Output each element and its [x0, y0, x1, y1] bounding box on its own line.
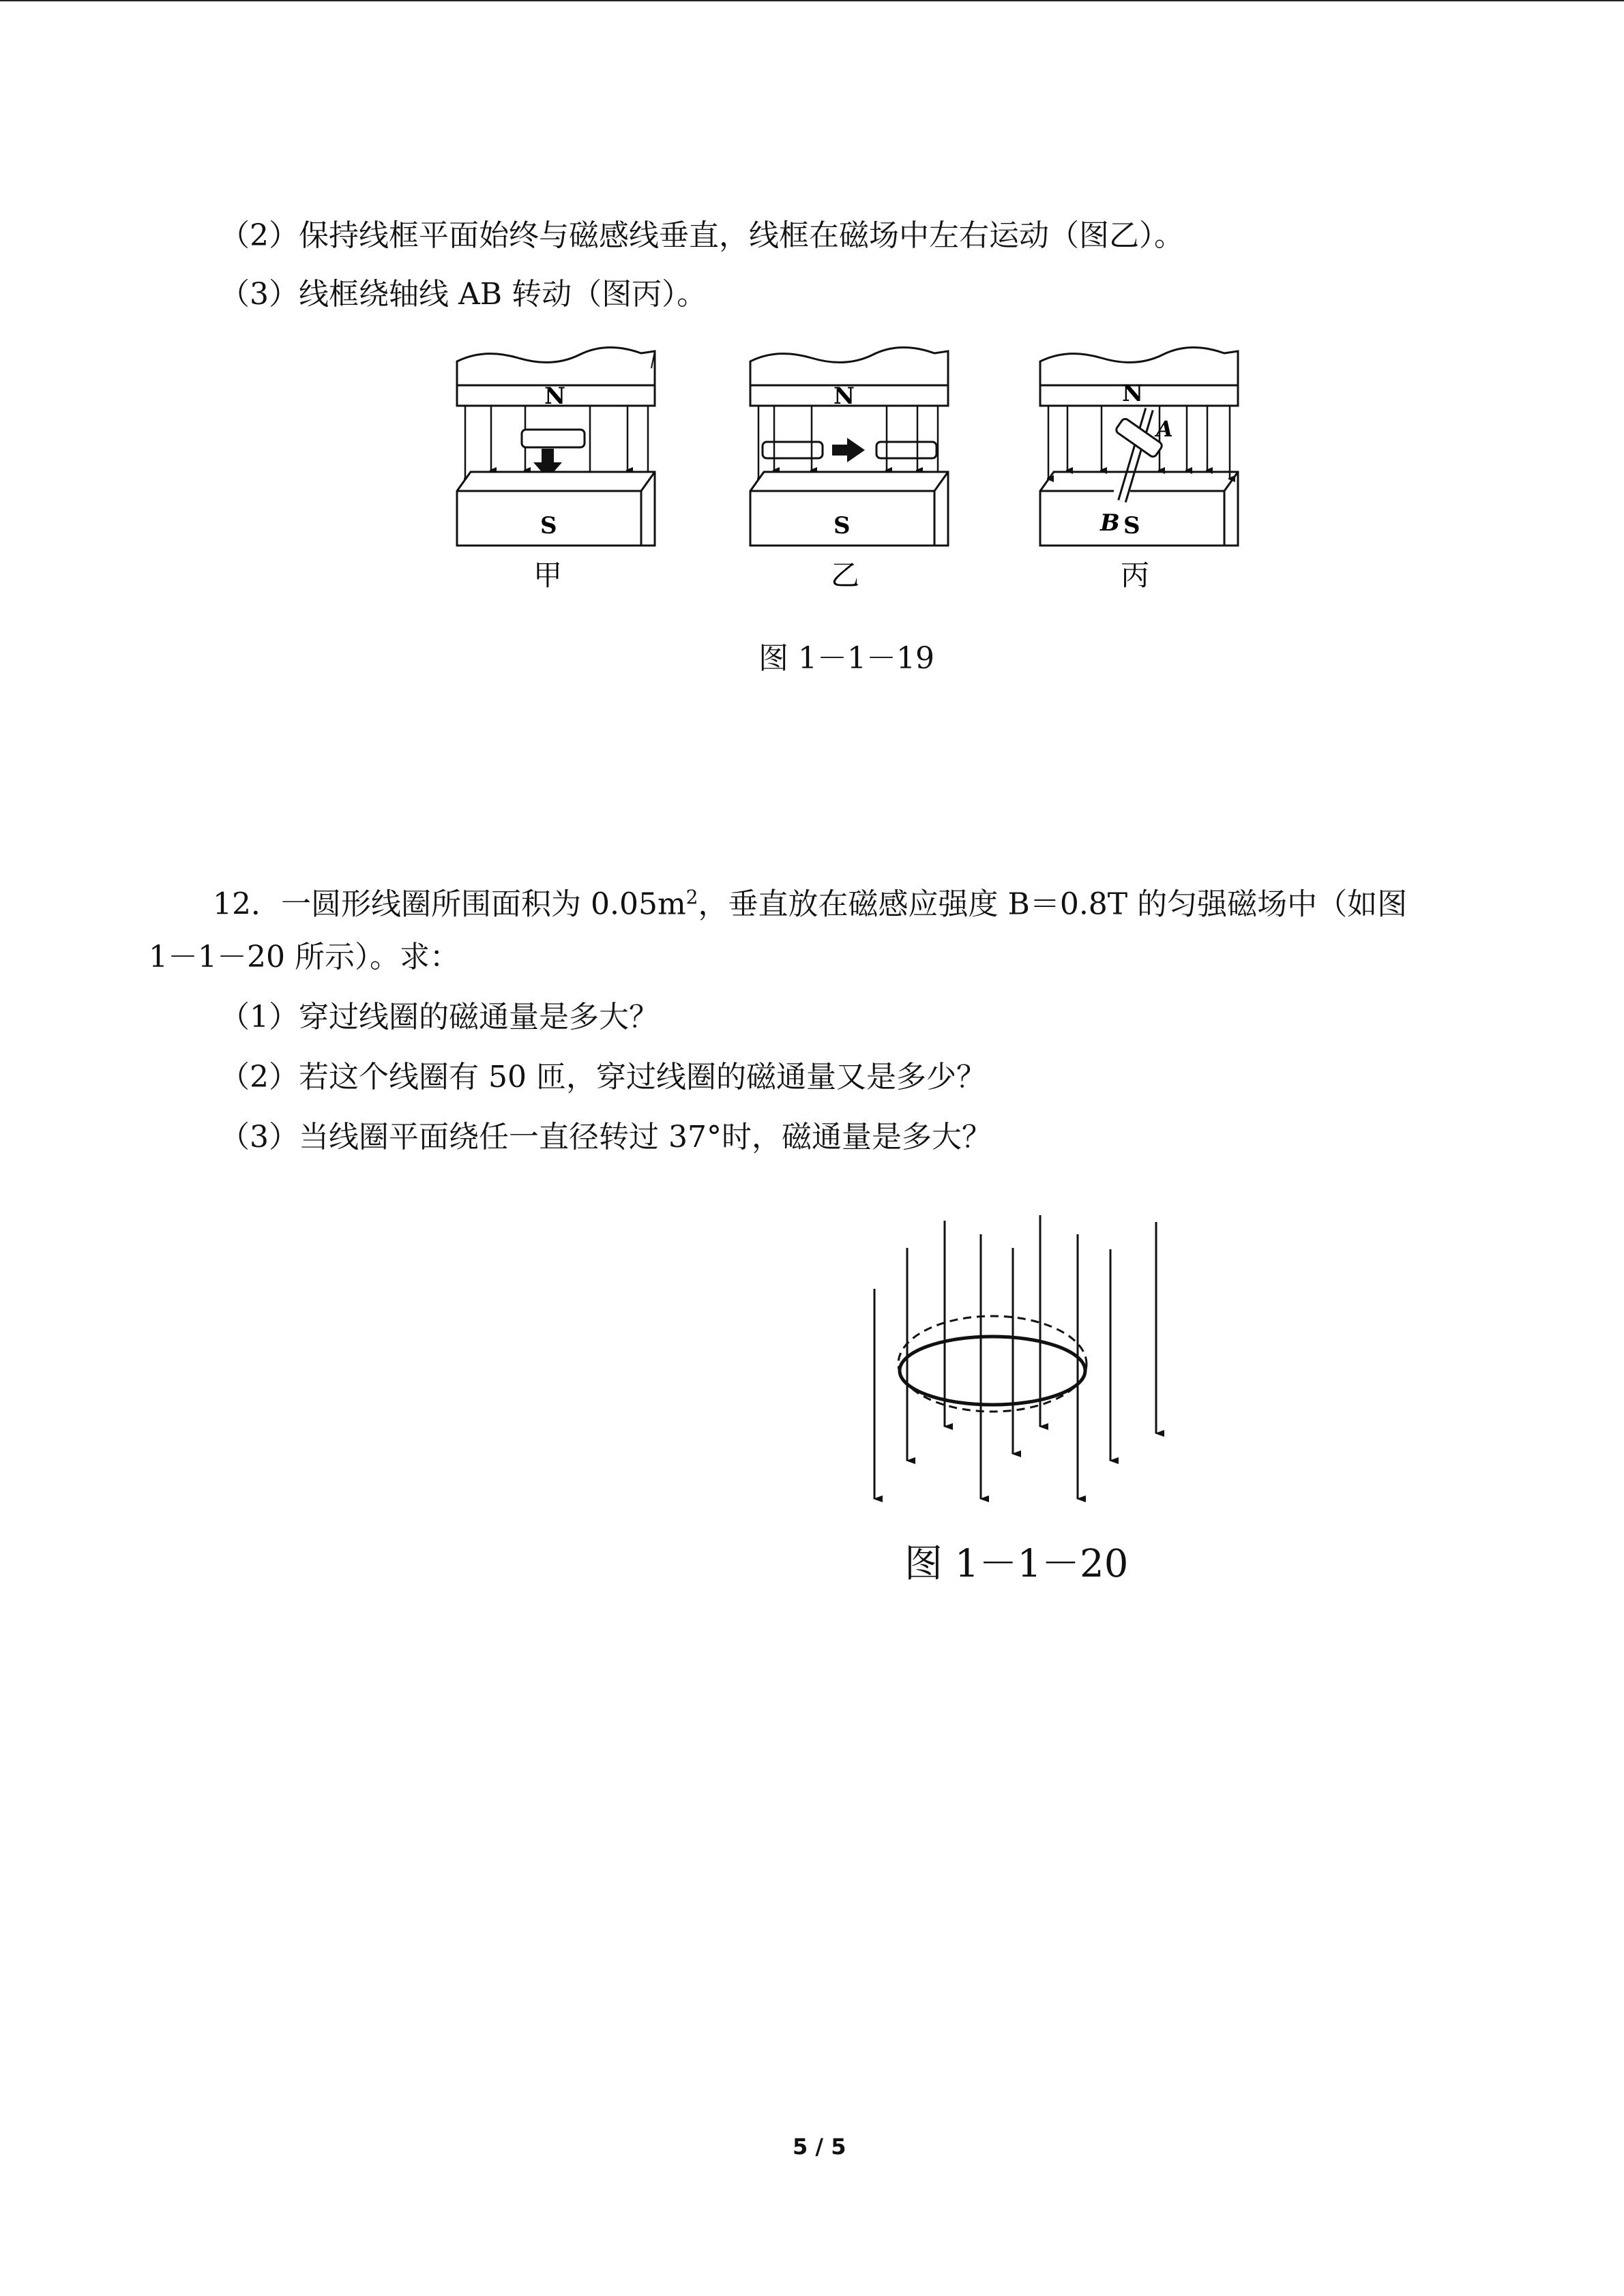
panel-bing: [1040, 347, 1238, 592]
circular-coil: [900, 1337, 1085, 1405]
panel-bing-south-label: S: [1123, 512, 1140, 539]
field-lines: [874, 1215, 1156, 1499]
panel-yi: [750, 347, 948, 592]
question-12-line-1: [213, 877, 1407, 925]
question-12-sub-2: （2）若这个线圈有 50 匝，穿过线圈的磁通量又是多少？: [220, 1060, 986, 1094]
panel-yi-north-label: N: [833, 383, 855, 410]
question-12-line-1-post: ，垂直放在磁感应强度 B＝0.8T 的匀强磁场中（如图: [698, 886, 1408, 922]
panel-jia-south-label: S: [540, 512, 557, 539]
question-12-line-2: 1－1－20 所示）。求：: [149, 940, 460, 974]
panel-jia-caption: 甲: [533, 558, 563, 592]
page-top-border: [0, 0, 1624, 1]
question-12-line-1-sup: 2: [685, 886, 698, 908]
panel-jia-north-label: N: [544, 383, 566, 410]
item-3-text: （3）线框绕轴线 AB 转动（图丙）。: [220, 277, 707, 312]
panel-bing-axis-b-label: B: [1100, 509, 1120, 537]
panel-bing-axis-a-label: A: [1156, 416, 1173, 442]
panel-yi-caption: 乙: [831, 558, 860, 592]
item-2-text: （2）保持线框平面始终与磁感线垂直，线框在磁场中左右运动（图乙）。: [220, 218, 1184, 253]
figure-1-1-20: [853, 1207, 1180, 1507]
question-12-line-1-pre: 12．一圆形线圈所围面积为 0.05m: [213, 886, 686, 922]
figure-1-1-20-caption: 图 1－1－20: [904, 1542, 1129, 1586]
figure-1-1-19: [0, 327, 1624, 614]
panel-jia: [457, 347, 655, 592]
figure-1-1-19-caption: 图 1－1－19: [758, 641, 934, 676]
coil-rotated-outline: [898, 1316, 1087, 1412]
panel-yi-south-label: S: [833, 512, 851, 539]
panel-bing-north-label: N: [1122, 380, 1144, 407]
panel-bing-caption: 丙: [1121, 558, 1150, 592]
question-12-sub-1: （1）穿过线圈的磁通量是多大？: [220, 1000, 659, 1034]
question-12-sub-3: （3）当线圈平面绕任一直径转过 37°时，磁通量是多大？: [220, 1120, 992, 1154]
page-number: 5 / 5: [793, 2134, 846, 2160]
